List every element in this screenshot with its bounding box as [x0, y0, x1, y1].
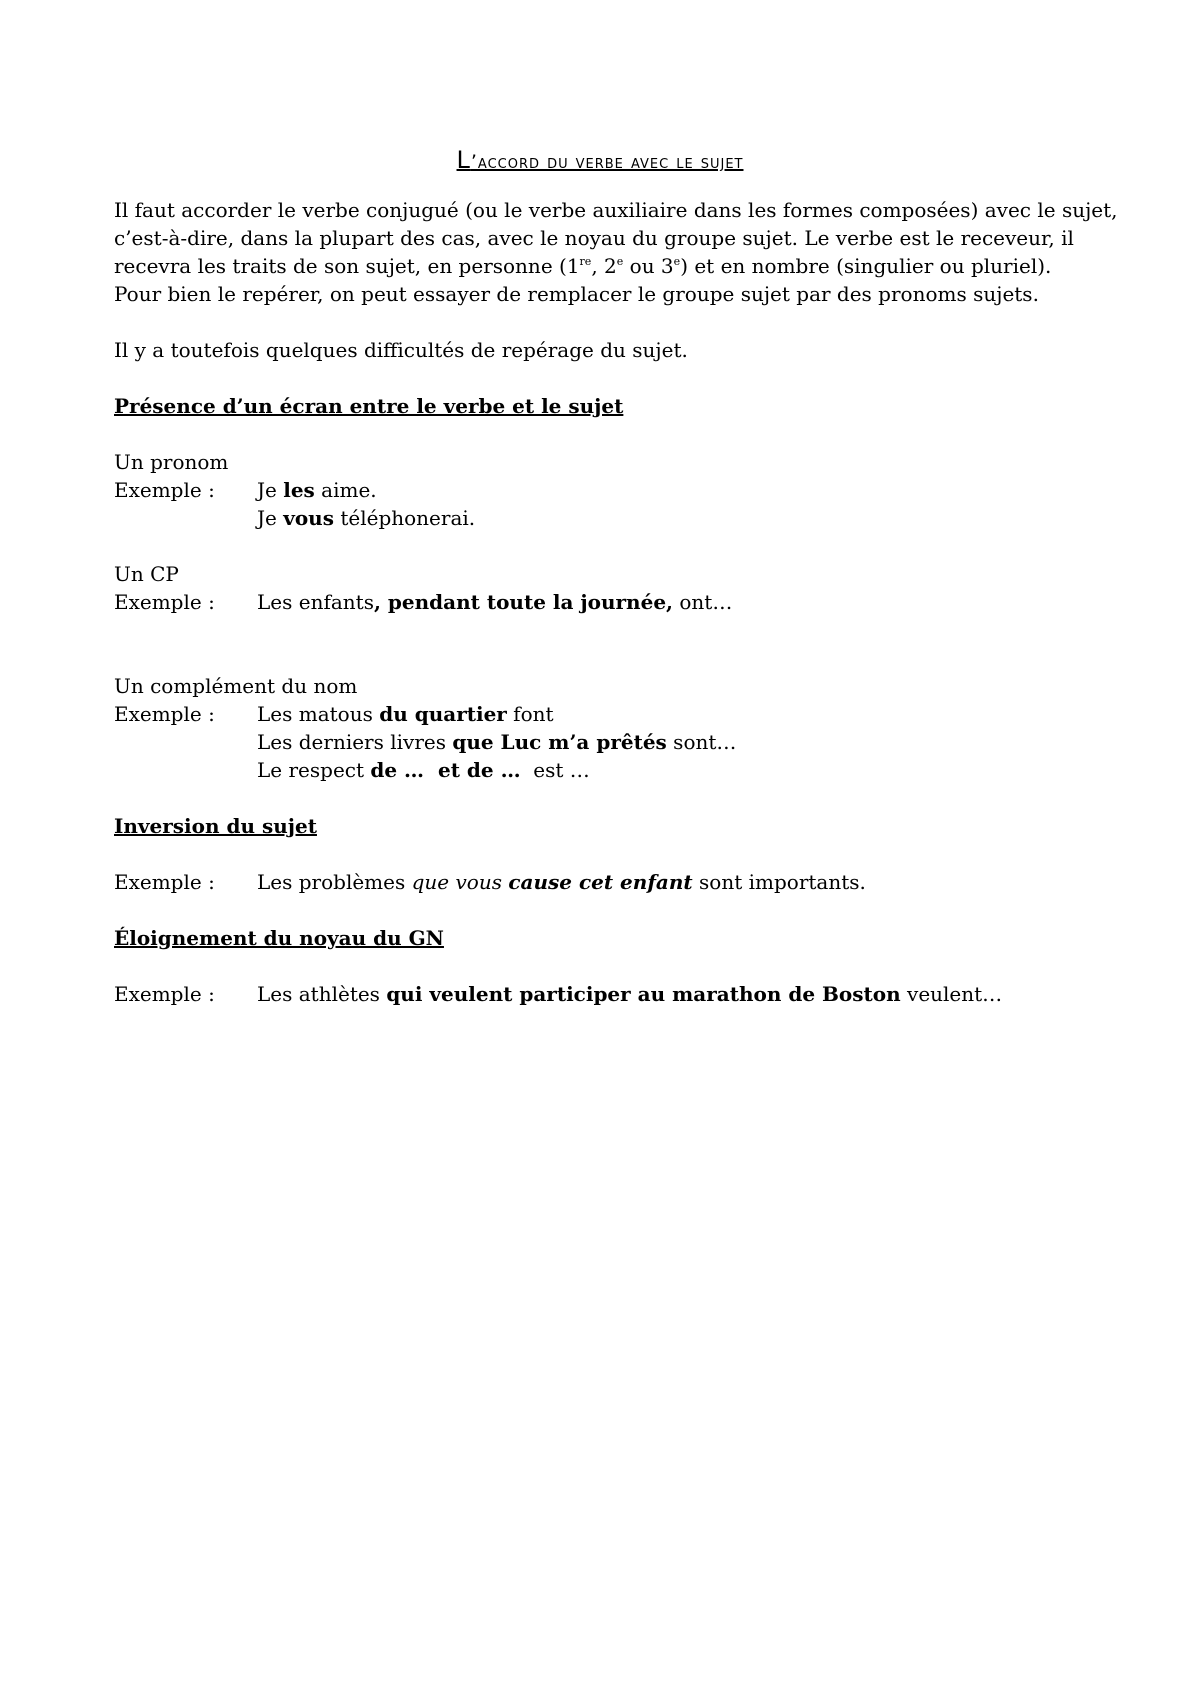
- page-title: [0, 146, 1200, 176]
- section-heading-eloignement: Éloignement du noyau du GN: [114, 926, 444, 950]
- pronom-example-2: Je vous téléphonerai.: [257, 506, 476, 530]
- intro-line-2: c’est-à-dire, dans la plupart des cas, avec le noyau du groupe sujet. Le verbe est le receveur, il: [114, 226, 1074, 250]
- intro-line-4: Pour bien le repérer, on peut essayer de remplacer le groupe sujet par des pronoms sujets.: [114, 282, 1039, 306]
- complement-example-2: Les derniers livres que Luc m’a prêtés sont…: [257, 730, 737, 754]
- title-initial: L: [456, 146, 471, 174]
- intro-line-1: Il faut accorder le verbe conjugué (ou le verbe auxiliaire dans les formes composées) avec le sujet,: [114, 198, 1118, 222]
- section-heading-inversion: Inversion du sujet: [114, 814, 317, 838]
- title-rest: ’accord du verbe avec le sujet: [470, 151, 744, 173]
- inversion-example: Exemple : Les problèmes que vous cause cet enfant sont importants.: [114, 870, 866, 894]
- complement-example-3: Le respect de … et de … est …: [257, 758, 590, 782]
- pronom-label: Un pronom: [114, 450, 229, 474]
- complement-example-1: Exemple : Les matous du quartier font: [114, 702, 554, 726]
- section-heading-ecran: Présence d’un écran entre le verbe et le sujet: [114, 394, 624, 418]
- cp-label: Un CP: [114, 562, 179, 586]
- eloignement-example: Exemple : Les athlètes qui veulent participer au marathon de Boston veulent…: [114, 982, 1003, 1006]
- cp-example-1: Exemple : Les enfants, pendant toute la journée, ont…: [114, 590, 733, 614]
- intro-line-3: recevra les traits de son sujet, en personne (1re, 2e ou 3e) et en nombre (singulier ou pluriel).: [114, 254, 1052, 278]
- complement-label: Un complément du nom: [114, 674, 358, 698]
- intro-line-5: Il y a toutefois quelques difficultés de repérage du sujet.: [114, 338, 688, 362]
- pronom-example-1: Exemple : Je les aime.: [114, 478, 377, 502]
